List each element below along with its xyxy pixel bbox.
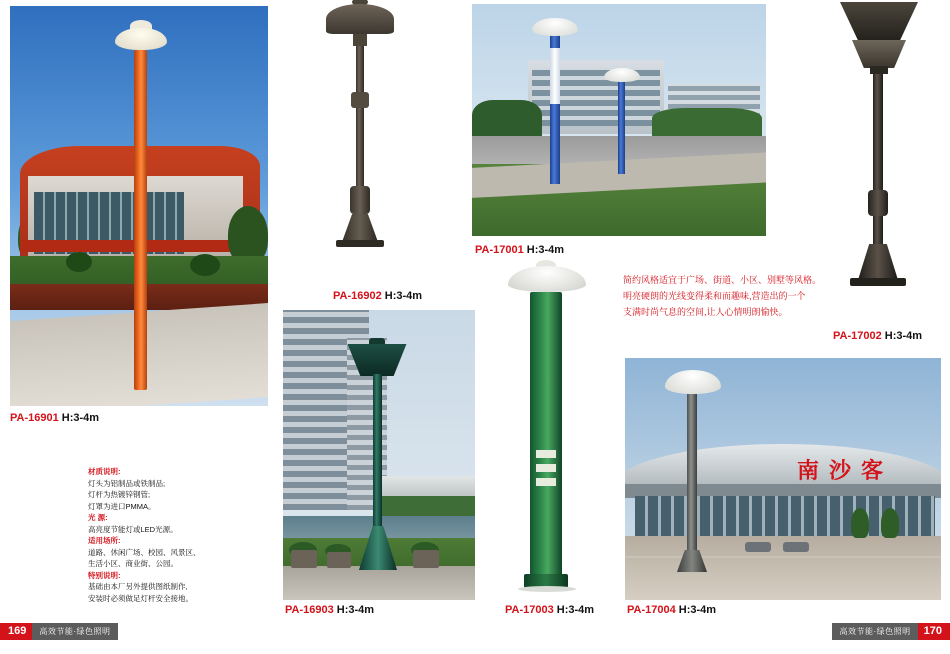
description-line: 支满时尚气息的空间,让人心情明朗愉快。 <box>623 307 788 317</box>
louver-slat <box>536 478 556 486</box>
light-source-line: 高亮度节能灯或LED光源。 <box>88 524 178 534</box>
product-photo-pa-16902 <box>300 0 420 270</box>
lamp-shade <box>840 2 918 42</box>
shrub <box>66 252 92 272</box>
pavement <box>283 566 475 600</box>
pavement-line <box>625 556 941 558</box>
caption-pa-17002 <box>833 330 922 342</box>
pole-ornament <box>350 186 370 214</box>
tree <box>851 508 869 538</box>
vehicle <box>745 542 771 552</box>
product-code: PA-16902 <box>333 290 382 302</box>
material-line: 灯杆为热镀锌钢管; <box>88 490 151 499</box>
lamp-shade <box>508 266 586 292</box>
building-sign: 南沙客 <box>797 459 894 484</box>
louver-slat <box>536 450 556 458</box>
page-number-right: 170 <box>918 623 950 640</box>
lamp-shade <box>326 4 394 34</box>
base-plate <box>336 240 384 247</box>
caption-pa-17004 <box>627 604 716 616</box>
light-source-title: 光 源: <box>88 513 108 522</box>
pavement-line <box>625 574 941 576</box>
product-size: H:3-4m <box>678 604 717 616</box>
material-line: 灯头为铝制品或铁制品; <box>88 478 166 488</box>
material-line: 灯罩为进口PMMA。 <box>88 501 156 511</box>
product-code: PA-16903 <box>285 604 334 616</box>
page-number-left: 169 <box>0 623 32 640</box>
lamp-neck <box>870 66 888 74</box>
planter <box>413 550 439 568</box>
product-photo-pa-17001 <box>472 4 766 236</box>
note-title: 特别说明: <box>88 570 121 580</box>
caption-pa-16902 <box>333 290 422 302</box>
specifications-block <box>88 466 298 604</box>
caption-pa-16903 <box>285 604 374 616</box>
lamp-pole <box>687 394 697 560</box>
lamp-shade <box>532 18 578 36</box>
product-photo-pa-16901 <box>10 6 268 406</box>
product-size: H:3-4m <box>336 604 375 616</box>
footer-right <box>832 623 950 640</box>
product-size: H:3-4m <box>384 290 423 302</box>
note-line: 安装时必须做足灯杆安全接地。 <box>88 593 193 603</box>
pole-ornament <box>868 190 888 216</box>
product-code: PA-17001 <box>475 244 524 256</box>
lamp-shade-secondary <box>604 68 640 82</box>
footer-tagline-right: 高效节能·绿色照明 <box>832 623 917 640</box>
usage-line: 道路、休闲广场、校园、风景区、 <box>88 547 201 557</box>
product-photo-pa-16903 <box>283 310 475 600</box>
caption-pa-17001 <box>475 244 564 256</box>
product-photo-pa-17004 <box>625 358 941 600</box>
pole-ornament <box>351 92 369 108</box>
tree <box>881 508 899 538</box>
planter <box>327 552 351 568</box>
usage-line: 生活小区、商业街、公园。 <box>88 559 178 568</box>
lamp-shade <box>665 370 721 394</box>
caption-pa-16901 <box>10 412 99 424</box>
louver-slat <box>536 464 556 472</box>
lamp-pole <box>134 50 147 390</box>
product-code: PA-17003 <box>505 604 554 616</box>
product-code: PA-17004 <box>627 604 676 616</box>
lamp-shade <box>115 28 167 50</box>
ground-shadow <box>518 586 576 592</box>
lamp-pole-diffuser <box>550 48 560 104</box>
usage-title: 适用场所: <box>88 536 121 545</box>
lamp-neck <box>353 34 367 46</box>
caption-pa-17003 <box>505 604 594 616</box>
product-size: H:3-4m <box>61 412 100 424</box>
product-code: PA-16901 <box>10 412 59 424</box>
style-description <box>623 272 898 320</box>
product-size: H:3-4m <box>884 330 923 342</box>
description-line: 明亮硬朗的光线变得柔和而趣味,营造出的一个 <box>623 291 806 301</box>
lamp-column <box>530 292 562 582</box>
shrub <box>190 254 220 276</box>
office-building <box>528 60 664 134</box>
product-photo-pa-17003 <box>492 258 602 608</box>
product-code: PA-17002 <box>833 330 882 342</box>
lamp-diffuser <box>852 40 906 68</box>
lamp-pole <box>873 74 883 256</box>
footer-left <box>0 623 118 640</box>
lamp-pole-secondary <box>618 78 625 174</box>
product-size: H:3-4m <box>526 244 565 256</box>
vehicle <box>783 542 809 552</box>
product-photo-pa-17002 <box>818 0 940 318</box>
description-line: 简约风格适宜于广场、街道、小区、别墅等风格。 <box>623 275 822 285</box>
note-line: 基础由本厂另外提供图纸制作, <box>88 582 188 591</box>
tree-line <box>379 496 475 518</box>
product-size: H:3-4m <box>556 604 595 616</box>
material-title: 材质说明: <box>88 467 121 476</box>
lamp-base <box>342 214 378 242</box>
footer-tagline-left: 高效节能·绿色照明 <box>32 623 117 640</box>
